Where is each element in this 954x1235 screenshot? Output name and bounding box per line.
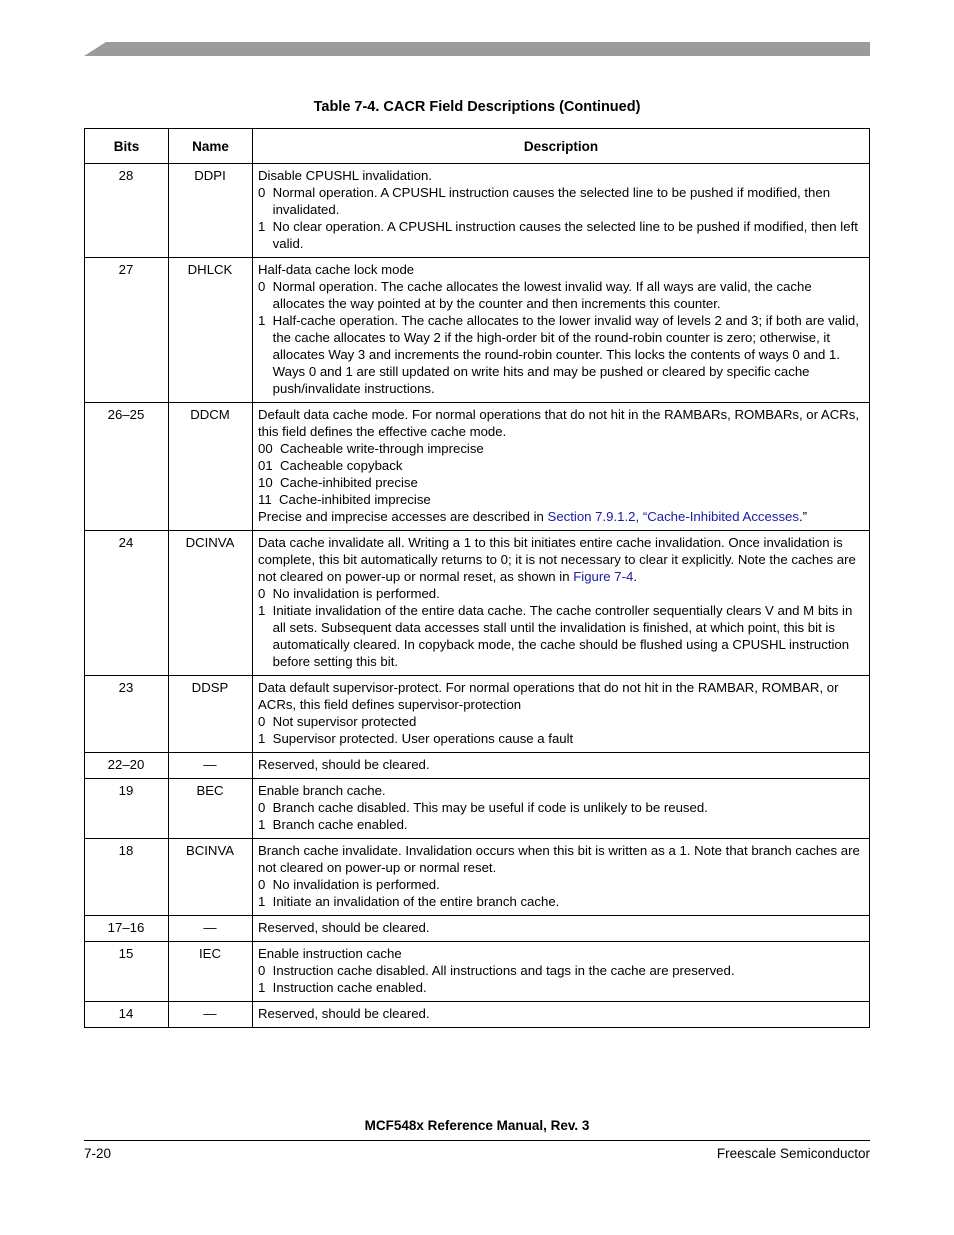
list-item (258, 491, 863, 508)
list-item (258, 893, 863, 910)
field-bits: 14 (85, 1002, 169, 1028)
field-description (253, 164, 870, 258)
item-text: Cacheable write-through imprecise (280, 441, 484, 456)
item-text: No invalidation is performed. (272, 586, 440, 601)
item-key: 0 (258, 963, 266, 978)
header-name: Name (169, 129, 253, 164)
company-name: Freescale Semiconductor (716, 1146, 870, 1161)
field-description (253, 916, 870, 942)
header-description: Description (253, 129, 870, 164)
item-text: Supervisor protected. User operations cause a fault (272, 731, 574, 746)
table-row (85, 839, 870, 916)
field-bits: 22–20 (85, 753, 169, 779)
item-key: 01 (258, 458, 273, 473)
list-item (258, 457, 863, 474)
list-item (258, 585, 863, 602)
table-row (85, 403, 870, 531)
item-key: 0 (258, 877, 266, 892)
item-key: 0 (258, 800, 266, 815)
item-text: No invalidation is performed. (272, 877, 440, 892)
description-outro: Precise and imprecise accesses are described in Section 7.9.1.2, “Cache-Inhibited Accesses.” (258, 509, 808, 524)
field-description (253, 676, 870, 753)
description-intro: Data cache invalidate all. Writing a 1 to this bit initiates entire cache invalidation. Once invalidation is complete, this bit automatically returns to 0; it is not necessary to clear it explicitly. Note the caches are not cleared on power-up or normal reset, as shown in Figure 7-4. (258, 535, 856, 584)
item-text: Instruction cache enabled. (272, 980, 427, 995)
field-name: — (169, 753, 253, 779)
item-text: Instruction cache disabled. All instructions and tags in the cache are preserved. (272, 963, 735, 978)
item-key: 00 (258, 441, 273, 456)
field-descriptions-table (84, 128, 870, 1028)
description-intro: Data default supervisor-protect. For normal operations that do not hit in the RAMBAR, ROMBAR, or ACRs, this field defines supervisor-protection (258, 680, 839, 712)
list-item (258, 602, 863, 670)
description-intro: Disable CPUSHL invalidation. (258, 168, 432, 183)
field-name: DCINVA (169, 531, 253, 676)
field-name: DDCM (169, 403, 253, 531)
list-item (258, 440, 863, 457)
item-text: Cache-inhibited imprecise (279, 492, 431, 507)
description-intro: Reserved, should be cleared. (258, 1006, 430, 1021)
item-text: Cacheable copyback (280, 458, 403, 473)
item-key: 1 (258, 313, 266, 328)
footer-divider (84, 1140, 870, 1141)
page-number: 7-20 (84, 1146, 112, 1161)
item-key: 0 (258, 185, 266, 200)
item-key: 1 (258, 894, 266, 909)
field-description (253, 942, 870, 1002)
field-bits: 18 (85, 839, 169, 916)
item-text: Cache-inhibited precise (280, 475, 418, 490)
list-item (258, 474, 863, 491)
field-description (253, 258, 870, 403)
list-item (258, 979, 863, 996)
field-name: IEC (169, 942, 253, 1002)
field-name: — (169, 916, 253, 942)
table-row (85, 164, 870, 258)
item-key: 0 (258, 279, 266, 294)
table-row (85, 753, 870, 779)
description-intro: Reserved, should be cleared. (258, 757, 430, 772)
description-intro: Default data cache mode. For normal operations that do not hit in the RAMBARs, ROMBARs, or ACRs, this field defines the effective cache mode. (258, 407, 860, 439)
field-name: DDSP (169, 676, 253, 753)
list-item (258, 799, 863, 816)
field-description (253, 839, 870, 916)
field-description (253, 531, 870, 676)
list-item (258, 876, 863, 893)
item-key: 1 (258, 980, 266, 995)
figure-link[interactable]: Figure 7-4 (573, 569, 634, 584)
table-header-row (85, 129, 870, 164)
item-key: 0 (258, 714, 266, 729)
list-item (258, 218, 863, 252)
table-title: Table 7-4. CACR Field Descriptions (Continued) (313, 99, 641, 115)
header-bar (84, 42, 870, 56)
field-bits: 24 (85, 531, 169, 676)
table-row (85, 916, 870, 942)
table-row (85, 942, 870, 1002)
item-key: 1 (258, 603, 266, 618)
field-name: BEC (169, 779, 253, 839)
field-description (253, 403, 870, 531)
item-key: 0 (258, 586, 266, 601)
list-item (258, 713, 863, 730)
header-bits: Bits (85, 129, 169, 164)
list-item (258, 312, 863, 397)
field-bits: 26–25 (85, 403, 169, 531)
field-name: BCINVA (169, 839, 253, 916)
field-bits: 17–16 (85, 916, 169, 942)
field-bits: 19 (85, 779, 169, 839)
field-name: DHLCK (169, 258, 253, 403)
table-row (85, 531, 870, 676)
item-key: 11 (258, 492, 272, 507)
table-row (85, 779, 870, 839)
field-description (253, 779, 870, 839)
description-intro: Half-data cache lock mode (258, 262, 415, 277)
field-bits: 23 (85, 676, 169, 753)
item-text: Normal operation. A CPUSHL instruction causes the selected line to be pushed if modified, then invalidated. (272, 185, 831, 217)
item-key: 10 (258, 475, 273, 490)
list-item (258, 184, 863, 218)
item-text: Initiate an invalidation of the entire branch cache. (272, 894, 560, 909)
field-bits: 15 (85, 942, 169, 1002)
item-text: No clear operation. A CPUSHL instruction causes the selected line to be pushed if modified, then left valid. (272, 219, 858, 251)
field-name: DDPI (169, 164, 253, 258)
item-key: 1 (258, 219, 266, 234)
table-row (85, 1002, 870, 1028)
list-item (258, 730, 863, 747)
description-intro: Enable branch cache. (258, 783, 386, 798)
item-text: Normal operation. The cache allocates the lowest invalid way. If all ways are valid, the cache allocates the way pointed at by the counter and then increments this counter. (272, 279, 812, 311)
description-intro: Branch cache invalidate. Invalidation occurs when this bit is written as a 1. Note that branch caches are not cleared on power-up or normal reset. (258, 843, 860, 875)
description-intro: Reserved, should be cleared. (258, 920, 430, 935)
list-item (258, 816, 863, 833)
field-name: — (169, 1002, 253, 1028)
item-text: Branch cache enabled. (272, 817, 408, 832)
item-text: Not supervisor protected (272, 714, 417, 729)
table-row (85, 676, 870, 753)
item-text: Half-cache operation. The cache allocates to the lower invalid way of levels 2 and 3; if both are valid, the cache allocates to Way 2 if the high-order bit of the round-robin counter is zero; otherwise, it allocates Way 3 and increments the round-robin counter. This locks the contents of ways 0 and 1. Ways 0 and 1 are still updated on write hits and may be pushed or cleared by specific cache push/invalidate instructions. (272, 313, 859, 396)
field-bits: 28 (85, 164, 169, 258)
item-key: 1 (258, 731, 266, 746)
manual-title: MCF548x Reference Manual, Rev. 3 (364, 1118, 590, 1133)
field-description (253, 753, 870, 779)
list-item (258, 278, 863, 312)
item-key: 1 (258, 817, 266, 832)
section-link[interactable]: Section 7.9.1.2, “Cache-Inhibited Accesses (547, 509, 799, 524)
list-item (258, 962, 863, 979)
item-text: Branch cache disabled. This may be useful if code is unlikely to be reused. (272, 800, 708, 815)
field-description (253, 1002, 870, 1028)
table-row (85, 258, 870, 403)
item-text: Initiate invalidation of the entire data cache. The cache controller sequentially clears V and M bits in all sets. Subsequent data accesses stall until the invalidation is finished, at which point, this bit is automatically cleared. In copyback mode, the cache should be flushed using a CPUSHL instruction before setting this bit. (272, 603, 853, 669)
description-intro: Enable instruction cache (258, 946, 402, 961)
field-bits: 27 (85, 258, 169, 403)
